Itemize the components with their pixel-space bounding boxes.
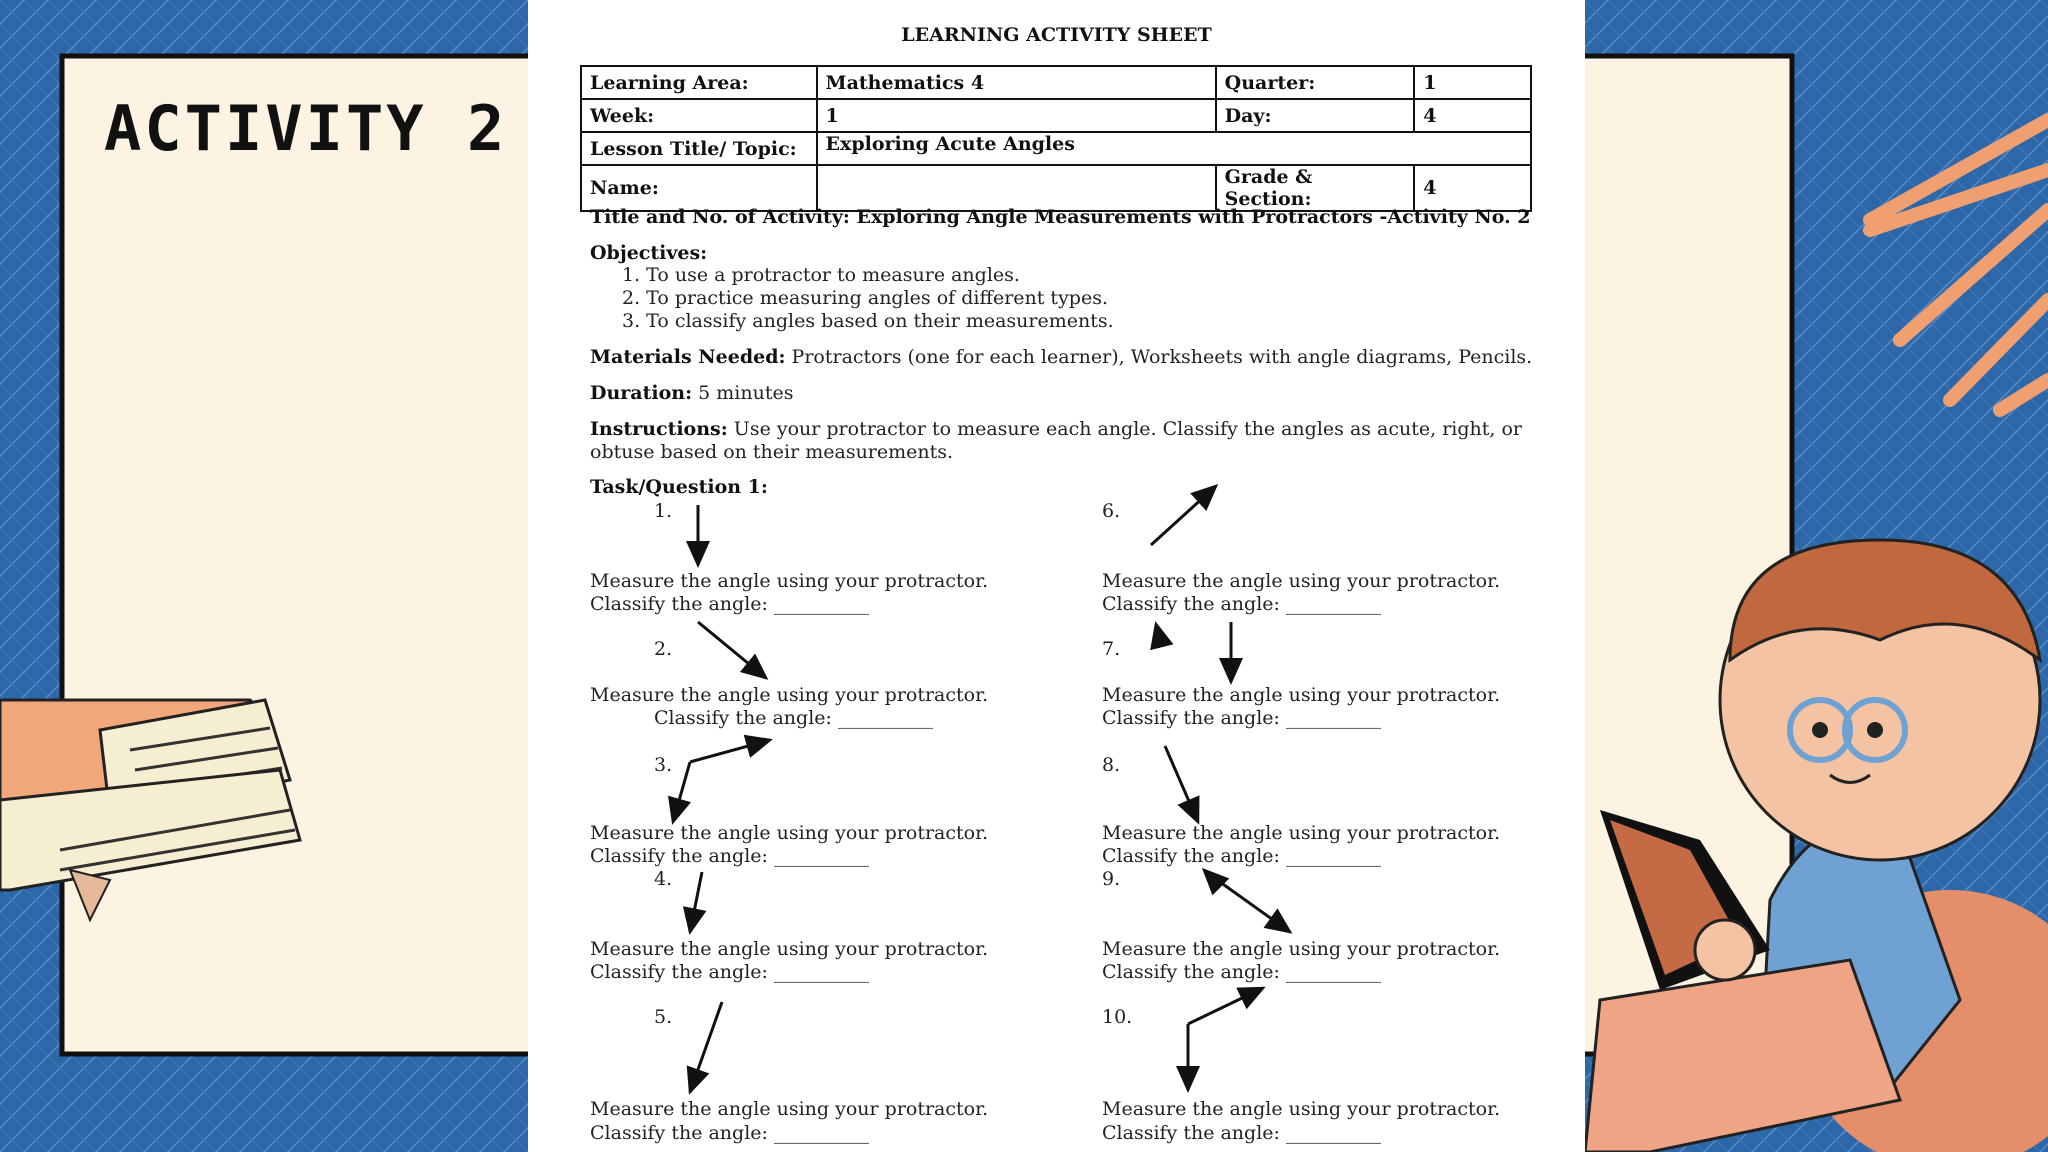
materials-text: Protractors (one for each learner), Worksheets with angle diagrams, Pencils. xyxy=(785,346,1533,368)
learning-area-label: Learning Area: xyxy=(581,66,817,99)
measure-instruction: Measure the angle using your protractor. xyxy=(590,1098,989,1120)
angle-7-ray-b xyxy=(1156,624,1158,632)
angle-2-diagram xyxy=(698,622,766,678)
measure-instruction: Measure the angle using your protractor. xyxy=(590,822,989,844)
materials-line xyxy=(590,346,1532,368)
left-panel xyxy=(62,56,542,1054)
measure-instruction: Measure the angle using your protractor. xyxy=(1102,938,1501,960)
measure-instruction: Measure the angle using your protractor. xyxy=(1102,684,1501,706)
angle-6-diagram xyxy=(1151,486,1216,545)
measure-instruction: Measure the angle using your protractor. xyxy=(1102,570,1501,592)
angle-5-diagram xyxy=(690,1002,722,1092)
learning-area-value: Mathematics 4 xyxy=(817,66,1216,99)
info-table xyxy=(580,65,1532,212)
classify-prompt[interactable]: Classify the angle: __________ xyxy=(654,707,933,729)
item-number: 5. xyxy=(654,1006,673,1028)
item-number: 8. xyxy=(1102,754,1121,776)
quarter-label: Quarter: xyxy=(1216,66,1415,99)
angle-3-ray-b xyxy=(673,762,690,822)
instructions-text: Use your protractor to measure each angle. Classify the angles as acute, right, or obtuse based on their measurements. xyxy=(590,418,1523,463)
objectives-label: Objectives: xyxy=(590,242,708,264)
activity-title: ACTIVITY 2 xyxy=(104,92,508,165)
sheet-heading: LEARNING ACTIVITY SHEET xyxy=(901,24,1212,46)
objective-item: 2. To practice measuring angles of different types. xyxy=(622,287,1109,309)
objective-item: 3. To classify angles based on their measurements. xyxy=(622,310,1114,332)
measure-instruction: Measure the angle using your protractor. xyxy=(590,938,989,960)
lesson-label: Lesson Title/ Topic: xyxy=(581,132,817,165)
learning-activity-sheet xyxy=(528,0,1585,1152)
classify-prompt[interactable]: Classify the angle: __________ xyxy=(1102,593,1381,615)
materials-label: Materials Needed: xyxy=(590,346,786,368)
measure-instruction: Measure the angle using your protractor. xyxy=(1102,1098,1501,1120)
day-value: 4 xyxy=(1414,99,1531,132)
angle-10-ray-a xyxy=(1188,988,1263,1024)
activity-title-line: Title and No. of Activity: Exploring Angle Measurements with Protractors -Activity No. 2 xyxy=(590,206,1531,228)
grade-value: 4 xyxy=(1414,165,1531,211)
duration-line xyxy=(590,382,793,404)
classify-prompt[interactable]: Classify the angle: __________ xyxy=(1102,845,1381,867)
item-number: 10. xyxy=(1102,1006,1133,1028)
measure-instruction: Measure the angle using your protractor. xyxy=(590,570,989,592)
classify-prompt[interactable]: Classify the angle: __________ xyxy=(1102,961,1381,983)
lesson-value: Exploring Acute Angles xyxy=(817,132,1531,165)
instructions-paragraph xyxy=(590,418,1550,464)
classify-prompt[interactable]: Classify the angle: __________ xyxy=(590,845,869,867)
item-number: 7. xyxy=(1102,638,1121,660)
duration-label: Duration: xyxy=(590,382,693,404)
item-number: 2. xyxy=(654,638,673,660)
measure-instruction: Measure the angle using your protractor. xyxy=(1102,822,1501,844)
classify-prompt[interactable]: Classify the angle: __________ xyxy=(590,1122,869,1144)
angle-4-diagram xyxy=(690,872,702,932)
classify-prompt[interactable]: Classify the angle: __________ xyxy=(590,961,869,983)
week-value: 1 xyxy=(817,99,1216,132)
angle-9-ray-b xyxy=(1204,870,1206,872)
item-number: 9. xyxy=(1102,868,1121,890)
name-label: Name: xyxy=(581,165,817,211)
item-number: 4. xyxy=(654,868,673,890)
instructions-label: Instructions: xyxy=(590,418,728,440)
angle-9-ray-a xyxy=(1206,872,1290,932)
quarter-value: 1 xyxy=(1414,66,1531,99)
item-number: 1. xyxy=(654,500,673,522)
item-number: 3. xyxy=(654,754,673,776)
classify-prompt[interactable]: Classify the angle: __________ xyxy=(1102,1122,1381,1144)
grade-label: Grade & Section: xyxy=(1216,165,1415,211)
angle-8-diagram xyxy=(1165,746,1198,822)
week-label: Week: xyxy=(581,99,817,132)
day-label: Day: xyxy=(1216,99,1415,132)
measure-instruction: Measure the angle using your protractor. xyxy=(590,684,989,706)
angle-3-ray-a xyxy=(690,740,770,762)
duration-text: 5 minutes xyxy=(692,382,794,404)
name-value[interactable] xyxy=(817,165,1216,211)
objective-item: 1. To use a protractor to measure angles. xyxy=(622,264,1020,286)
item-number: 6. xyxy=(1102,500,1121,522)
task-label: Task/Question 1: xyxy=(590,476,768,498)
classify-prompt[interactable]: Classify the angle: __________ xyxy=(590,593,869,615)
classify-prompt[interactable]: Classify the angle: __________ xyxy=(1102,707,1381,729)
